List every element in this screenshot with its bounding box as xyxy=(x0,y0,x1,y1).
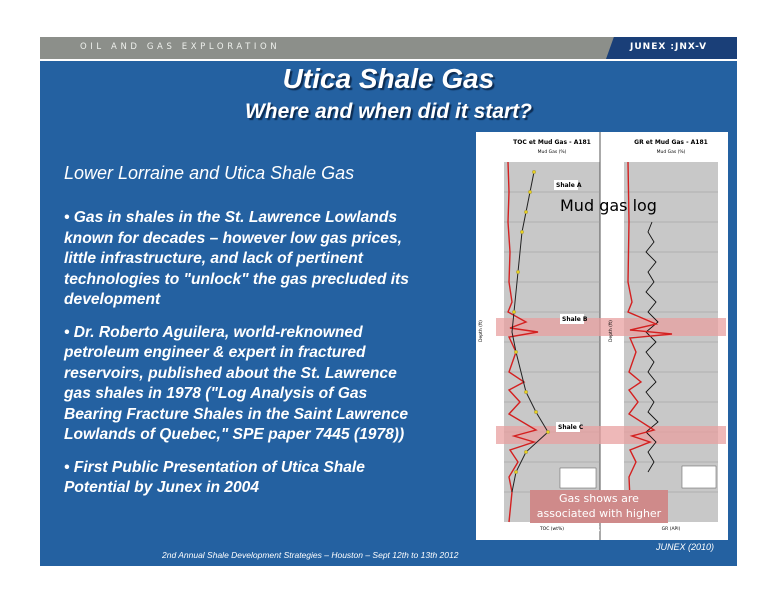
bullet-item: • Dr. Roberto Aguilera, world-reknowned petroleum engineer & expert in fractured reservoirs, published about the St. Lawrence gas shales in 1978 ("Log Analysis of Gas Bearing Fracture Shales in the Saint Lawrence Lowlands of Quebec," SPE paper 7445 (1978)) xyxy=(64,323,409,443)
bullet-item: • Gas in shales in the St. Lawrence Lowlands known for decades – however low gas prices, little infrastructure, and lack of pertinent technologies to "unlock" the gas precluded its development xyxy=(64,209,409,308)
slide-subtitle: Where and when did it start? xyxy=(244,100,533,123)
left-legend xyxy=(560,468,596,488)
brand-text: JUNEX :JNX-V xyxy=(630,42,708,52)
left-axis-label: Mud Gas (%) xyxy=(537,150,567,155)
shale-b-label: Shale B xyxy=(562,316,588,323)
right-axis-label: Mud Gas (%) xyxy=(656,150,686,155)
slide-title: Utica Shale Gas xyxy=(282,63,495,94)
left-bottom-axis: TOC (wt%) xyxy=(539,527,565,532)
depth-label-left: Depth (ft) xyxy=(479,320,484,342)
bullet-item: • First Public Presentation of Utica Shale Potential by Junex in 2004 xyxy=(64,458,365,496)
bullet-list xyxy=(64,208,414,511)
well-log-svg xyxy=(476,132,728,540)
well-log-figure xyxy=(476,132,728,540)
right-legend xyxy=(682,466,716,488)
banner-text: OIL AND GAS EXPLORATION xyxy=(80,42,281,52)
figure-note: Gas shows are associated with higher TOC shales xyxy=(530,490,668,523)
mud-gas-log-label: Mud gas log xyxy=(560,196,657,215)
footer-text: 2nd Annual Shale Development Strategies – Houston – Sept 12th to 13th 2012 xyxy=(162,550,459,560)
right-track-title: GR et Mud Gas - A181 xyxy=(634,139,708,146)
left-track-title: TOC et Mud Gas - A181 xyxy=(513,139,591,146)
shale-a-label: Shale A xyxy=(556,182,582,189)
subheading: Lower Lorraine and Utica Shale Gas xyxy=(64,163,355,183)
depth-label-right: Depth (ft) xyxy=(609,320,614,342)
right-bottom-axis: GR (API) xyxy=(661,527,681,532)
shale-c-label: Shale C xyxy=(558,424,584,431)
figure-credit: JUNEX (2010) xyxy=(656,542,715,552)
